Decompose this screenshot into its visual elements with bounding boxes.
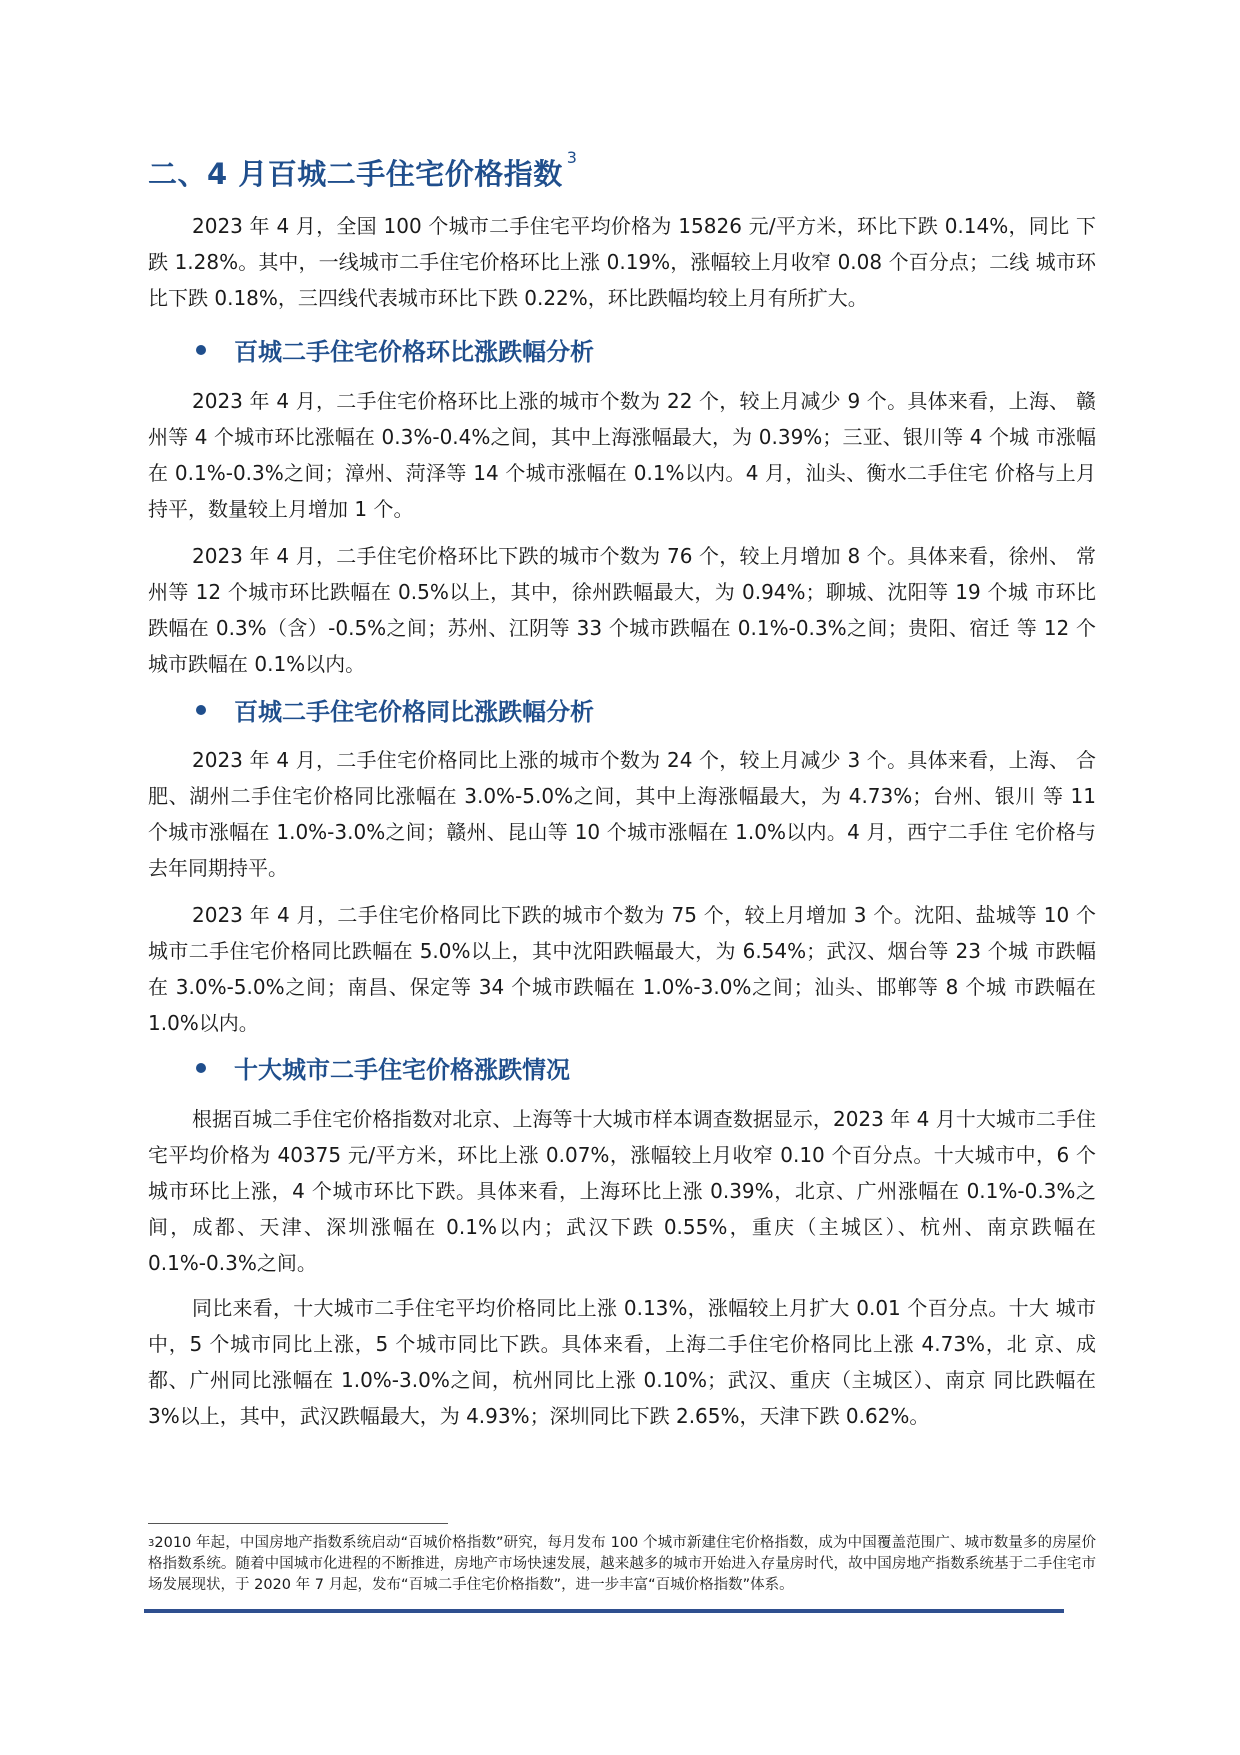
section-title (148, 148, 578, 193)
footnote (148, 1533, 1096, 1596)
page-bottom-bar (144, 1609, 1064, 1613)
section-title-text: 二、4 月百城二手住宅价格指数 (148, 157, 563, 191)
mom-rise-paragraph: 2023 年 4 月，二手住宅价格环比上涨的城市个数为 22 个，较上月减少 9 个。具体来看，上海、 赣州等 4 个城市环比涨幅在 0.3%-0.4%之间，其中上海涨幅最大，为 0.39%；三亚、银川等 4 个城 市涨幅在 0.1%-0.3%之间；漳州、菏泽等 14 个城市涨幅在 0.1%以内。4 月，汕头、衡水二手住宅 价格与上月持平，数量较上月增加 1 个。 (148, 389, 1096, 521)
bullet-icon (196, 345, 206, 355)
subsection-heading-text: 百城二手住宅价格环比涨跌幅分析 (234, 338, 594, 366)
footnote-marker: 3 (148, 1538, 155, 1549)
bullet-icon (196, 1063, 206, 1073)
subsection-heading-text: 百城二手住宅价格同比涨跌幅分析 (234, 698, 594, 726)
top10-mom-paragraph: 根据百城二手住宅价格指数对北京、上海等十大城市样本调查数据显示，2023 年 4 月十大城市二手住宅平均价格为 40375 元/平方米，环比上涨 0.07%，涨幅较上月收窄 0.10 个百分点。十大城市中，6 个城市环比上涨，4 个城市环比下跌。具体来看，上海环比上涨 0.39%，北京、广州涨幅在 0.1%-0.3%之间，成都、天津、深圳涨幅在 0.1%以内；武汉下跌 0.55%，重庆（主城区）、杭州、南京跌幅在 0.1%-0.3%之间。 (148, 1107, 1096, 1275)
top10-yoy-paragraph: 同比来看，十大城市二手住宅平均价格同比上涨 0.13%，涨幅较上月扩大 0.01 个百分点。十大 城市中，5 个城市同比上涨，5 个城市同比下跌。具体来看，上海二手住宅价格同比上涨 4.73%，北 京、成都、广州同比涨幅在 1.0%-3.0%之间，杭州同比上涨 0.10%；武汉、重庆（主城区）、南京 同比跌幅在 3%以上，其中，武汉跌幅最大，为 4.93%；深圳同比下跌 2.65%，天津下跌 0.62%。 (148, 1296, 1096, 1428)
yoy-fall-paragraph: 2023 年 4 月，二手住宅价格同比下跌的城市个数为 75 个，较上月增加 3 个。沈阳、盐城等 10 个城市二手住宅价格同比跌幅在 5.0%以上，其中沈阳跌幅最大，为 6.54%；武汉、烟台等 23 个城 市跌幅在 3.0%-5.0%之间；南昌、保定等 34 个城市跌幅在 1.0%-3.0%之间；汕头、邯郸等 8 个城 市跌幅在 1.0%以内。 (148, 903, 1096, 1035)
intro-paragraph: 2023 年 4 月，全国 100 个城市二手住宅平均价格为 15826 元/平方米，环比下跌 0.14%，同比 下跌 1.28%。其中，一线城市二手住宅价格环比上涨 0.19%，涨幅较上月收窄 0.08 个百分点；二线 城市环比下跌 0.18%，三四线代表城市环比下跌 0.22%，环比跌幅均较上月有所扩大。 (148, 214, 1096, 310)
yoy-rise-paragraph: 2023 年 4 月，二手住宅价格同比上涨的城市个数为 24 个，较上月减少 3 个。具体来看，上海、 合肥、湖州二手住宅价格同比涨幅在 3.0%-5.0%之间，其中上海涨幅最大，为 4.73%；台州、银川 等 11 个城市涨幅在 1.0%-3.0%之间；赣州、昆山等 10 个城市涨幅在 1.0%以内。4 月，西宁二手住 宅价格与去年同期持平。 (148, 748, 1096, 880)
footnote-divider (148, 1523, 448, 1524)
mom-fall-paragraph: 2023 年 4 月，二手住宅价格环比下跌的城市个数为 76 个，较上月增加 8 个。具体来看，徐州、 常州等 12 个城市环比跌幅在 0.5%以上，其中，徐州跌幅最大，为 0.94%；聊城、沈阳等 19 个城 市环比跌幅在 0.3%（含）-0.5%之间；苏州、江阴等 33 个城市跌幅在 0.1%-0.3%之间；贵阳、宿迁 等 12 个城市跌幅在 0.1%以内。 (148, 544, 1096, 676)
subsection-heading-top10 (196, 1050, 570, 1085)
subsection-heading-text: 十大城市二手住宅价格涨跌情况 (234, 1056, 570, 1084)
footnote-reference[interactable]: 3 (566, 148, 578, 167)
subsection-heading-yoy (196, 692, 594, 727)
bullet-icon (196, 705, 206, 715)
subsection-heading-mom (196, 332, 594, 367)
footnote-text: 2010 年起，中国房地产指数系统启动“百城价格指数”研究，每月发布 100 个城市新建住宅价格指数，成为中国覆盖范围广、城市数量多的房屋价格指数系统。随着中国城市化进程的不断推进，房地产市场快速发展，越来越多的城市开始进入存量房时代，故中国房地产指数系统基于二手住宅市场发展现状，于 2020 年 7 月起，发布“百城二手住宅价格指数”，进一步丰富“百城价格指数”体系。 (148, 1535, 1096, 1593)
